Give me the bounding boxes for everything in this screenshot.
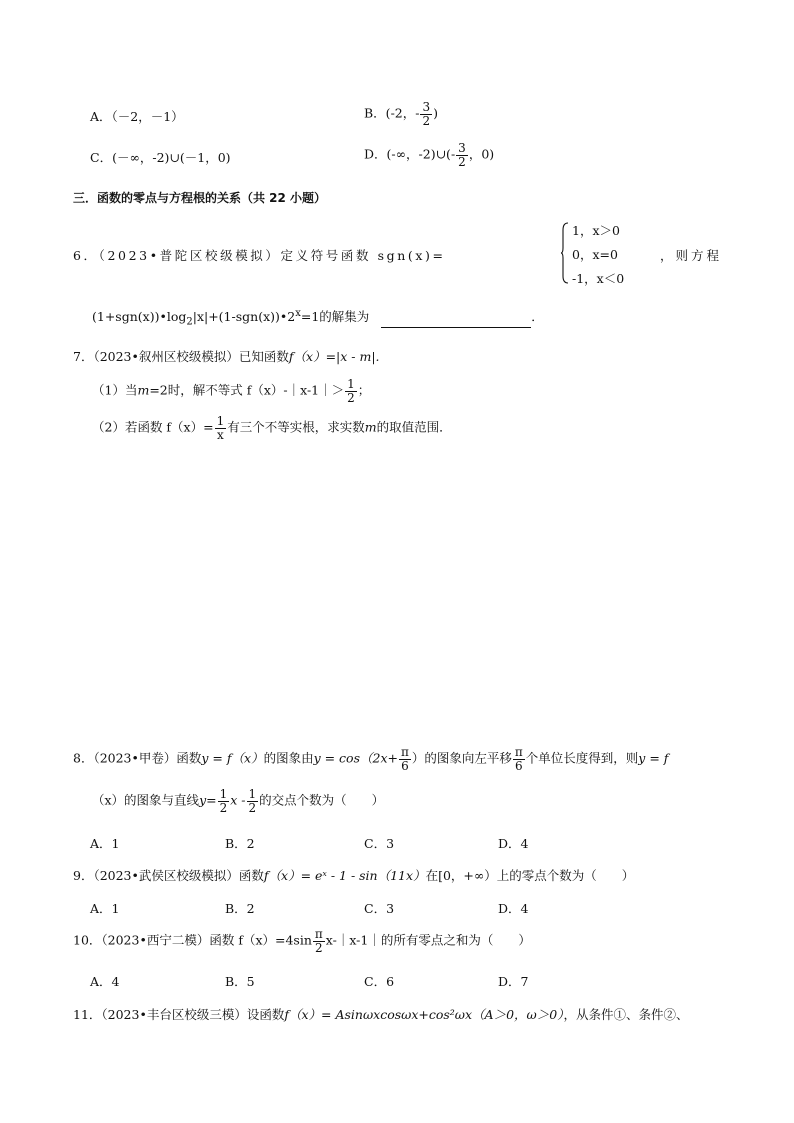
q8-option-d: D．4 — [498, 836, 529, 851]
q9-option-b: B．2 — [225, 901, 255, 916]
q8-option-c: C．3 — [364, 836, 395, 851]
q7-lead: 7．（2023•叙州区校级模拟）已知函数f（x）=|x - m|. — [73, 349, 380, 364]
q6-tail: ，则方程 — [660, 248, 723, 263]
q11-stem: 11．（2023•丰台区校级三模）设函数f（x）= Asinωxcosωx+cos²ωx（A＞0，ω＞0），从条件①、条件②、 — [73, 1007, 689, 1022]
q9-option-a: A．1 — [90, 901, 120, 916]
q5-option-b: B．(-2，- $\frac{3}{2}$ ) — [364, 100, 438, 128]
answer-blank[interactable] — [381, 315, 531, 328]
q7-part1: （1）当m=2时，解不等式 f（x）-｜x-1｜＞ $\frac{1}{2}$ ； — [92, 377, 371, 405]
q10-option-d: D．7 — [498, 974, 529, 989]
section-heading: 三．函数的零点与方程根的关系（共 22 小题） — [73, 191, 327, 205]
q8-line2: （x）的图象与直线y= $\frac{1}{2}$ x - $\frac{1}{2}$ 的交点个数为（ ） — [92, 787, 385, 815]
q10-stem: 10．（2023•西宁二模）函数 f（x）=4sin $\frac{\pi}{2}$ x-｜x-1｜的所有零点之和为（ ） — [73, 927, 531, 955]
q6-case-2: 0，x=0 — [572, 247, 618, 262]
q8-option-a: A．1 — [90, 836, 120, 851]
piecewise-brace — [561, 222, 569, 284]
q10-option-a: A．4 — [90, 974, 120, 989]
q9-stem: 9．（2023•武侯区校级模拟）函数f（x）= eˣ - 1 - sin（11x）在[0，+∞）上的零点个数为（ ） — [73, 868, 635, 883]
q6-lead: 6．（2023•普陀区校级模拟）定义符号函数 sgn(x)= — [73, 248, 446, 263]
q5-option-a: A．（－2，－1） — [90, 109, 184, 124]
q10-option-b: B．5 — [225, 974, 255, 989]
q6-equation: $(1+sgn(x))•\log_2|x|+(1-sgn(x))•2^x=1$的解集为 ． — [92, 307, 544, 328]
q10-option-c: C．6 — [364, 974, 395, 989]
q7-part2: （2）若函数 f（x）= $\frac{1}{x}$ 有三个不等实根，求实数m的取值范围． — [92, 414, 452, 442]
q6-case-1: 1，x＞0 — [572, 223, 620, 238]
q5-option-c: C．(－∞，-2)∪(－1，0) — [90, 150, 231, 165]
q8-option-b: B．2 — [225, 836, 255, 851]
q9-option-c: C．3 — [364, 901, 395, 916]
q5-option-d: D．(-∞，-2)∪(- $\frac{3}{2}$ ，0) — [364, 141, 495, 169]
q8-line1: 8．（2023•甲卷）函数y = f（x）的图象由y = cos（2x+ $\frac{\pi}{6}$ ）的图象向左平移 $\frac{\pi}{6}$ 个单位长度得到，则y = f — [73, 745, 669, 773]
q9-option-d: D．4 — [498, 901, 529, 916]
q6-case-3: -1，x＜0 — [572, 271, 625, 286]
